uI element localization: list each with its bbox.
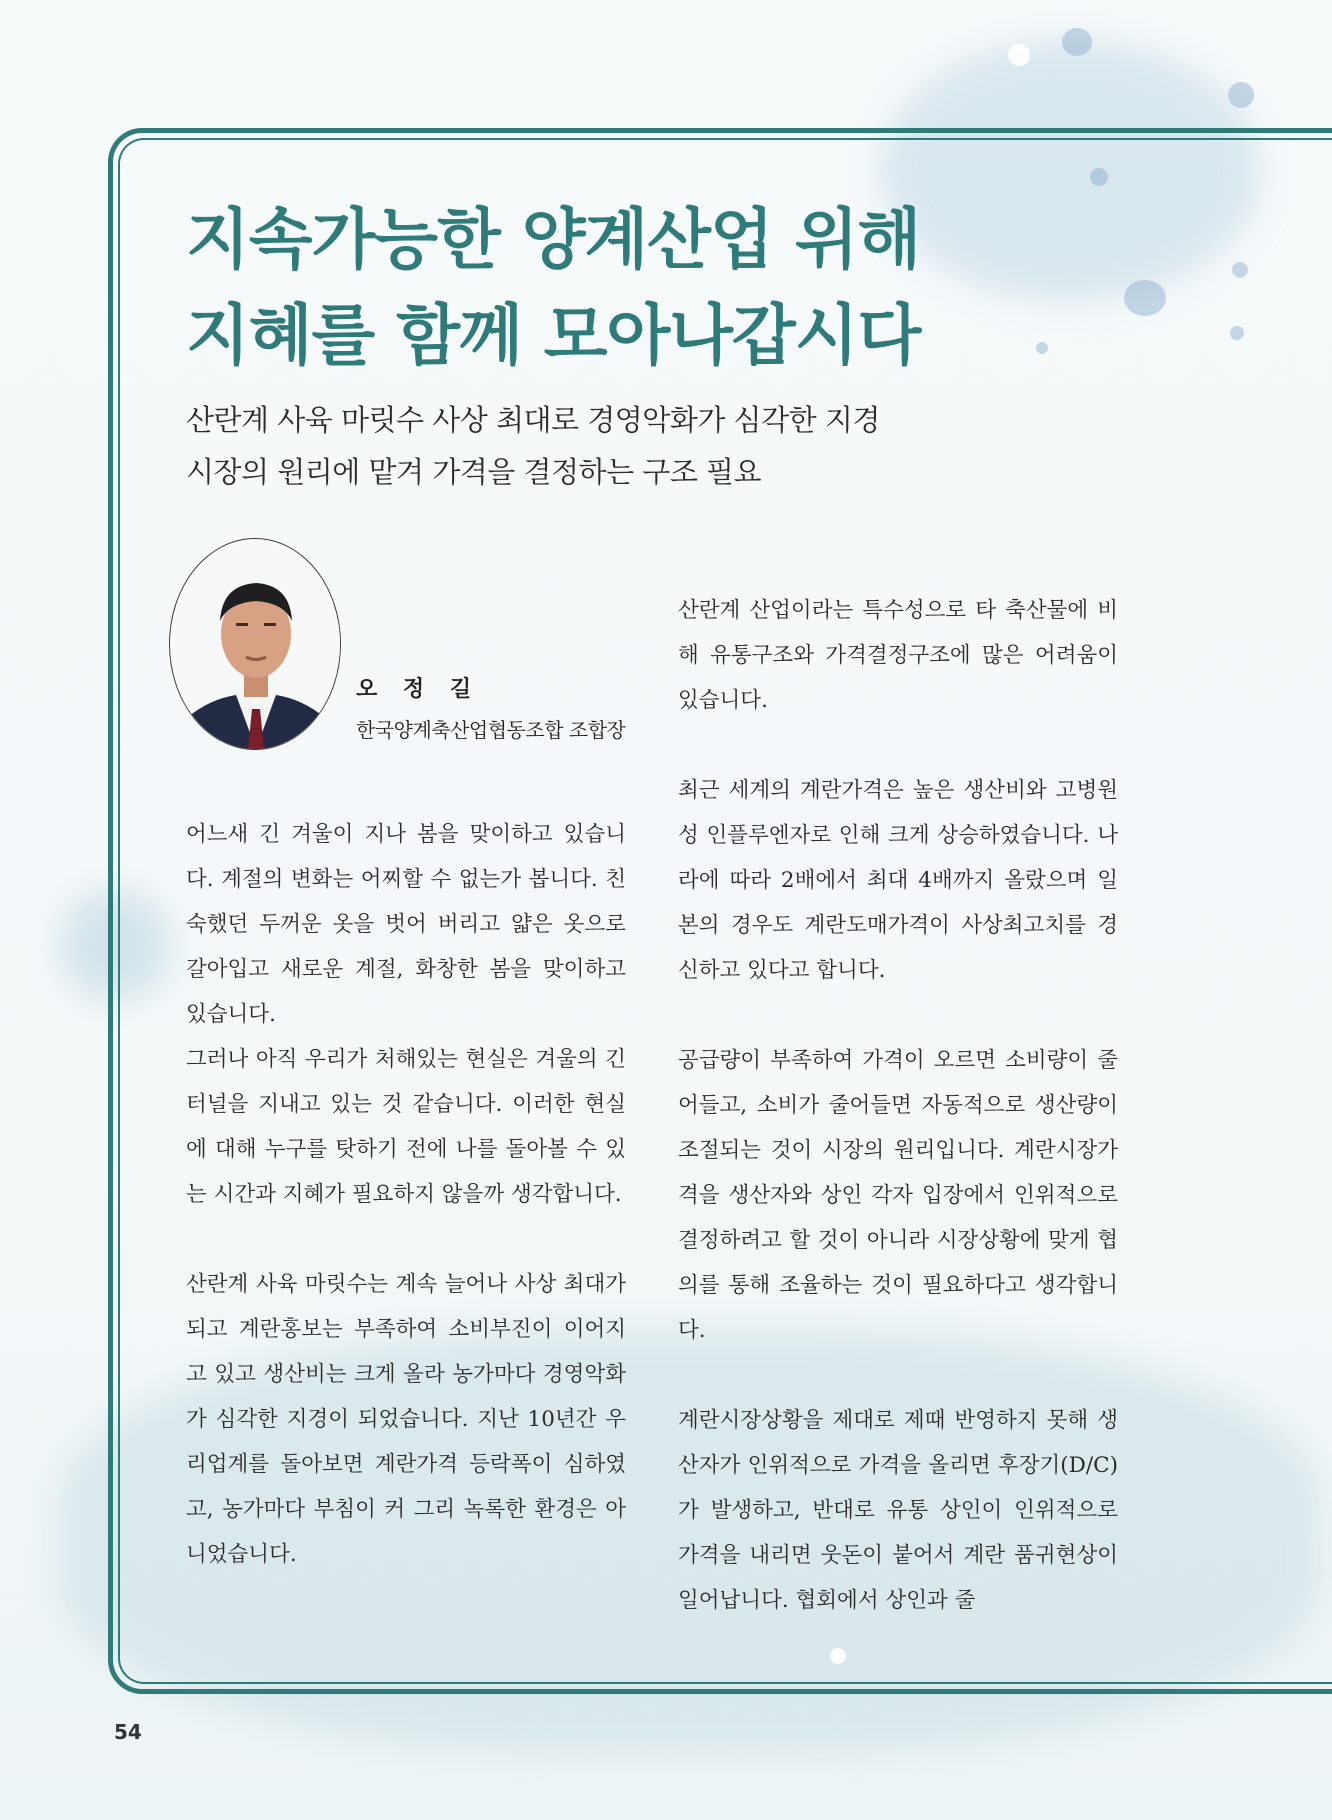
paragraph: 어느새 긴 겨울이 지나 봄을 맞이하고 있습니다. 계절의 변화는 어찌할 수 없는가 봅니다. 친숙했던 두꺼운 옷을 벗어 버리고 얇은 옷으로 갈아입고 새로운 계절, 화창한 봄을 맞이하고 있습니다. <box>186 822 626 1027</box>
paragraph: 그러나 아직 우리가 처해있는 현실은 겨울의 긴 터널을 지내고 있는 것 같습니다. 이러한 현실에 대해 누구를 탓하기 전에 나를 돌아볼 수 있는 시간과 지혜가 필요하지 않을까 생각합니다. <box>186 1047 626 1207</box>
paint-splash-dot <box>1228 82 1254 108</box>
paragraph: 공급량이 부족하여 가격이 오르면 소비량이 줄어들고, 소비가 줄어들면 자동적으로 생산량이 조절되는 것이 시장의 원리입니다. 계란시장가격을 생산자와 상인 각자 입장에서 인위적으로 결정하려고 할 것이 아니라 시장상황에 맞게 협의를 통해 조율하는 것이 필요하다고 생각합니다. <box>678 1048 1118 1343</box>
article-subtitle <box>186 394 880 498</box>
body-column-left <box>186 812 626 1577</box>
paint-splash-dot <box>1008 44 1030 66</box>
paint-splash-dot <box>1062 28 1092 56</box>
title-line-1: 지속가능한 양계산업 위해 <box>186 201 921 278</box>
subtitle-line-2: 시장의 원리에 맡겨 가격을 결정하는 구조 필요 <box>186 455 762 489</box>
paragraph: 계란시장상황을 제대로 제때 반영하지 못해 생산자가 인위적으로 가격을 올리면 후장기(D/C)가 발생하고, 반대로 유통 상인이 인위적으로 가격을 내리면 웃돈이 붙어서 계란 품귀현상이 일어납니다. 협회에서 상인과 줄 <box>678 1408 1118 1613</box>
author-role: 한국양계축산업협동조합 조합장 <box>356 718 626 742</box>
paragraph: 산란계 산업이라는 특수성으로 타 축산물에 비해 유통구조와 가격결정구조에 많은 어려움이 있습니다. <box>678 598 1118 713</box>
body-column-right <box>678 588 1118 1623</box>
author-photo-illustration <box>170 539 341 750</box>
author-name: 오 정 길 <box>356 677 481 702</box>
paragraph: 산란계 사육 마릿수는 계속 늘어나 사상 최대가 되고 계란홍보는 부족하여 소비부진이 이어지고 있고 생산비는 크게 올라 농가마다 경영악화가 심각한 지경이 되었습니다. 지난 10년간 우리업계를 돌아보면 계란가격 등락폭이 심하였고, 농가마다 부침이 커 그리 녹록한 환경은 아니었습니다. <box>186 1272 626 1567</box>
article-title <box>186 192 920 384</box>
subtitle-line-1: 산란계 사육 마릿수 사상 최대로 경영악화가 심각한 지경 <box>186 403 880 437</box>
author-portrait <box>169 538 341 750</box>
paragraph: 최근 세계의 계란가격은 높은 생산비와 고병원성 인플루엔자로 인해 크게 상승하였습니다. 나라에 따라 2배에서 최대 4배까지 올랐으며 일본의 경우도 계란도매가격이 사상최고치를 경신하고 있다고 합니다. <box>678 778 1118 983</box>
page-number: 54 <box>114 1720 142 1744</box>
title-line-2: 지혜를 함께 모아나갑시다 <box>186 297 921 374</box>
